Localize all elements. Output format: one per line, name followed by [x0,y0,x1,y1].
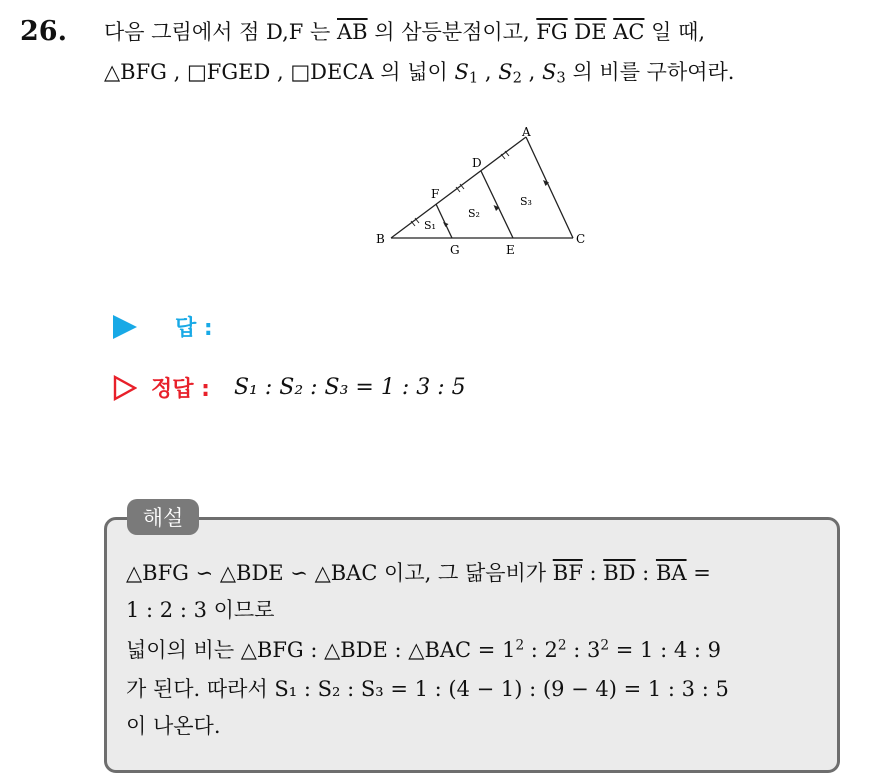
point-label-g: G [450,243,460,257]
side-ac [526,137,573,238]
explanation-line-2: 1 : 2 : 3 이므로 [126,598,275,622]
segment-bf: $\overline{BF}$ [552,561,583,585]
answer-row [113,311,213,342]
explanation-text: : 3 [566,638,601,662]
question-text: △BFG , □FGED , □DECA 의 넓이 [104,60,455,84]
segment-fg-line [436,204,452,238]
segment-de-line [481,171,513,238]
solution-label: 정답 : [151,377,210,402]
area-label-s2: S₂ [468,207,480,220]
subscript: 1 [468,69,479,87]
arrow-marker [443,222,449,227]
outline-play-icon [113,375,137,401]
subscript: 3 [556,69,566,87]
triangle-figure [373,125,593,265]
segment-ab: $\overline{AB}$ [337,20,368,44]
question-text: 의 삼등분점이고, [367,20,537,44]
exponent: 2 [557,637,567,654]
point-label-f: F [431,187,440,201]
answer-label: 답 : [175,316,213,341]
segment-bd: $\overline{BD}$ [603,561,636,585]
explanation-text: = 1 : 4 : 9 [609,638,721,662]
solution-value: S₁ : S₂ : S₃ = 1 : 3 : 5 [233,375,466,400]
explanation-text: △BFG ∽ △BDE ∽ △BAC 이고, 그 닮음비가 [126,561,553,585]
area-symbol: S [454,60,469,84]
question-number: 26. [20,16,67,47]
area-symbol: S [498,60,513,84]
explanation-text: : 2 [524,638,558,662]
explanation-text: = [686,561,711,585]
question-line-2: △BFG , □FGED , □DECA 의 넓이 $S_1$ , $S_2$ , $S_3$ 의 비를 구하여라. [104,60,735,87]
question-line-1 [104,22,705,43]
explanation-line-1: △BFG ∽ △BDE ∽ △BAC 이고, 그 닮음비가 $\overline{BF}$ : $\overline{BD}$ : $\overline{BA}$ = [126,561,711,585]
play-icon [113,315,137,339]
explanation-text: 넓이의 비는 △BFG : △BDE : △BAC = 1 [126,638,516,662]
arrow-marker [494,205,500,211]
explanation-line-3 [126,634,721,664]
point-label-d: D [472,156,482,170]
point-label-b: B [376,232,385,246]
exponent: 2 [515,637,525,654]
tick-mark [456,184,464,192]
solution-row [113,372,466,403]
point-label-a: A [522,125,531,139]
area-label-s1: S₁ [424,219,436,232]
question-text: 의 비를 구하여라. [565,60,735,84]
area-label-s3: S₃ [520,195,532,208]
explanation-tab: 해설 [127,499,199,535]
subscript: 2 [512,69,522,87]
segment-fg: $\overline{FG}$ [536,20,568,44]
question-text: 일 때, [644,20,706,44]
question-text: 다음 그림에서 점 D,F 는 [104,20,337,44]
segment-ac: $\overline{AC}$ [613,20,645,44]
area-symbol: S [542,60,557,84]
explanation-line-4: 가 된다. 따라서 S₁ : S₂ : S₃ = 1 : (4 − 1) : (9 − 4) = 1 : 3 : 5 [126,677,729,701]
tick-mark [411,218,419,226]
exponent: 2 [600,637,610,654]
segment-de: $\overline{DE}$ [574,20,607,44]
point-label-e: E [506,243,515,257]
point-label-c: C [576,232,586,246]
explanation-line-5: 이 나온다. [126,714,221,738]
segment-ba: $\overline{BA}$ [655,561,687,585]
